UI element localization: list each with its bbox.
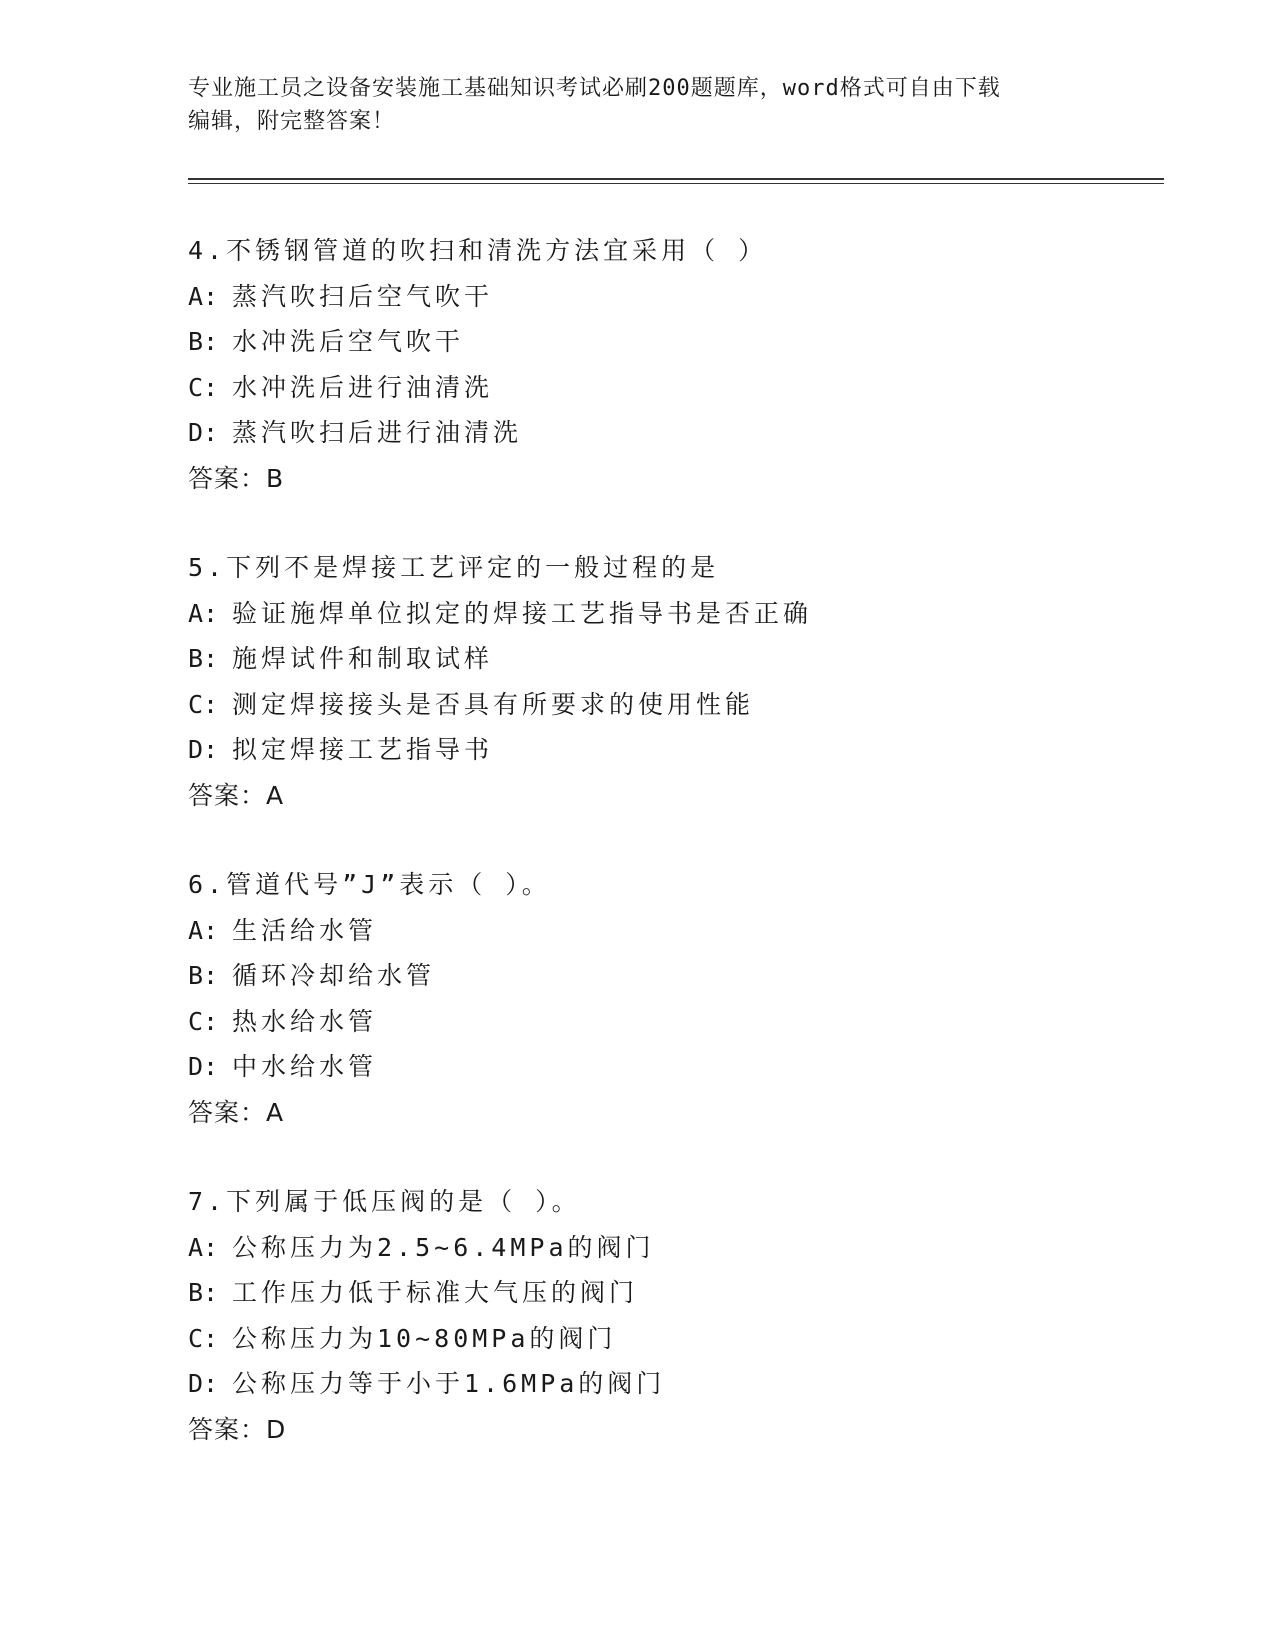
option-d (188, 1361, 1168, 1407)
option-letter: C: (188, 1323, 219, 1353)
option-b (188, 636, 1168, 682)
option-text: 公称压力为2.5~6.4MPa的阀门 (232, 1232, 655, 1262)
option-d (188, 410, 1168, 456)
option-letter: C: (188, 1006, 219, 1036)
header-title-line-2: 编辑，附完整答案！ (188, 109, 396, 134)
question-stem: 6.管道代号”J”表示（ ）。 (188, 870, 551, 899)
option-a (188, 274, 1168, 320)
question-7 (188, 1179, 1168, 1452)
option-a (188, 591, 1168, 637)
option-b (188, 1270, 1168, 1316)
option-letter: A: (188, 598, 219, 628)
question-4 (188, 228, 1168, 501)
header-title-line-1: 专业施工员之设备安装施工基础知识考试必刷200题题库，word格式可自由下载 (188, 76, 1001, 101)
option-text: 蒸汽吹扫后进行油清洗 (232, 418, 523, 447)
option-text: 生活给水管 (232, 915, 378, 945)
option-c (188, 365, 1168, 411)
option-text: 施焊试件和制取试样 (232, 644, 494, 673)
option-text: 蒸汽吹扫后空气吹干 (232, 281, 494, 311)
option-text: 水冲洗后空气吹干 (232, 327, 465, 356)
option-text: 拟定焊接工艺指导书 (232, 735, 494, 764)
option-letter: B: (188, 1278, 219, 1307)
option-c (188, 1316, 1168, 1362)
option-b (188, 953, 1168, 999)
answer-line: 答案：A (188, 1097, 285, 1127)
option-letter: C: (188, 372, 219, 402)
option-text: 公称压力等于小于1.6MPa的阀门 (232, 1369, 666, 1398)
question-6 (188, 862, 1168, 1135)
answer-line: 答案：D (188, 1414, 287, 1444)
answer-line: 答案：A (188, 780, 285, 810)
option-text: 验证施焊单位拟定的焊接工艺指导书是否正确 (232, 598, 813, 628)
answer-line: 答案：B (188, 463, 285, 493)
question-stem: 5.下列不是焊接工艺评定的一般过程的是 (188, 553, 720, 582)
document-header (188, 72, 1088, 138)
option-letter: A: (188, 281, 219, 311)
option-text: 热水给水管 (232, 1006, 378, 1036)
option-d (188, 1044, 1168, 1090)
option-letter: D: (188, 1052, 219, 1081)
option-text: 循环冷却给水管 (232, 961, 436, 990)
option-letter: B: (188, 327, 219, 356)
option-text: 工作压力低于标准大气压的阀门 (232, 1278, 639, 1307)
header-divider-thin (188, 183, 1164, 184)
question-stem: 4.不锈钢管道的吹扫和清洗方法宜采用（ ） (188, 236, 768, 265)
option-letter: A: (188, 1232, 219, 1262)
option-text: 测定焊接接头是否具有所要求的使用性能 (232, 689, 755, 719)
header-divider-thick (188, 178, 1164, 180)
option-letter: A: (188, 915, 219, 945)
option-text: 水冲洗后进行油清洗 (232, 372, 494, 402)
option-b (188, 319, 1168, 365)
option-letter: D: (188, 418, 219, 447)
option-text: 中水给水管 (232, 1052, 378, 1081)
question-5 (188, 545, 1168, 818)
option-c (188, 999, 1168, 1045)
option-a (188, 908, 1168, 954)
option-text: 公称压力为10~80MPa的阀门 (232, 1323, 617, 1353)
question-stem: 7.下列属于低压阀的是（ ）。 (188, 1187, 581, 1216)
option-letter: D: (188, 1369, 219, 1398)
option-c (188, 682, 1168, 728)
option-a (188, 1225, 1168, 1271)
option-letter: B: (188, 961, 219, 990)
option-letter: B: (188, 644, 219, 673)
option-letter: C: (188, 689, 219, 719)
option-letter: D: (188, 735, 219, 764)
option-d (188, 727, 1168, 773)
